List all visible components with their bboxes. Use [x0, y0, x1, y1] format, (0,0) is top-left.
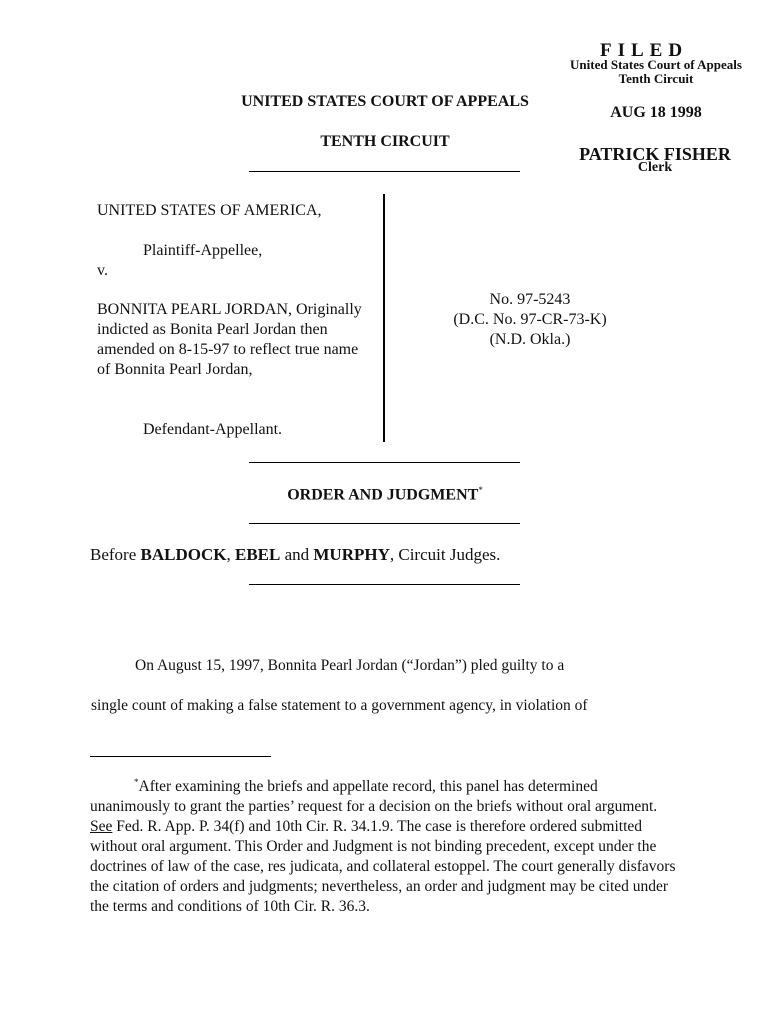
judge-ebel: EBEL — [234, 545, 281, 564]
panel-separator: , — [226, 545, 231, 564]
panel-line — [90, 545, 500, 565]
title-bottom-rule — [249, 523, 520, 524]
plaintiff-role: Plaintiff-Appellee, — [143, 242, 263, 259]
case-number-block — [420, 290, 640, 350]
body-line-1: On August 15, 1997, Bonnita Pearl Jordan (“Jordan”) pled guilty to a — [135, 657, 565, 674]
filed-stamp-court: United States Court of Appeals — [570, 57, 742, 72]
court-circuit: TENTH CIRCUIT — [320, 133, 450, 150]
judge-baldock: BALDOCK — [140, 545, 227, 564]
heading-rule — [249, 171, 520, 172]
order-title-text: ORDER AND JUDGMENT — [287, 486, 479, 504]
filed-stamp-clerk-title: Clerk — [637, 160, 673, 175]
footnote-separator — [90, 756, 271, 757]
court-name: UNITED STATES COURT OF APPEALS — [241, 93, 529, 110]
district: (N.D. Okla.) — [489, 331, 571, 348]
case-number: No. 97-5243 — [489, 291, 571, 308]
judge-murphy: MURPHY — [313, 545, 390, 564]
footnote-text-2: Fed. R. App. P. 34(f) and 10th Cir. R. 34.1.9. The case is therefore ordered submitted without oral argument. This Order and Judgment is not binding precedent, except under the doctrines of law of the case, res judicata, and collateral estoppel. The court generally disfavors the citation of orders and judgments; nevertheless, an order and judgment may be cited under the terms and conditions of 10th Cir. R. 36.3. — [90, 818, 676, 916]
plaintiff-name: UNITED STATES OF AMERICA, — [97, 202, 322, 219]
footnote-marker-ref: * — [134, 777, 139, 787]
district-court-number: (D.C. No. 97-CR-73-K) — [453, 311, 607, 328]
panel-before: Before — [90, 545, 137, 564]
caption-bottom-rule — [249, 462, 520, 463]
order-title — [210, 485, 560, 504]
caption-divider — [383, 194, 385, 442]
filed-stamp-clerk-name: PATRICK FISHER — [579, 144, 731, 164]
panel-and: and — [284, 545, 310, 564]
defendant-name: BONNITA PEARL JORDAN, Originally indicted as Bonita Pearl Jordan then amended on 8-15-97 to reflect true name of Bonnita Pearl Jordan, — [97, 301, 362, 378]
panel-bottom-rule — [249, 584, 520, 585]
panel-suffix: , Circuit Judges. — [389, 545, 501, 564]
body-line-2: single count of making a false statement to a government agency, in violation of — [91, 697, 588, 714]
filed-stamp-title: FILED — [600, 40, 689, 61]
body-text — [91, 646, 671, 726]
versus-label: v. — [97, 262, 108, 279]
footnote — [90, 772, 680, 917]
defendant-role: Defendant-Appellant. — [143, 421, 283, 438]
footnote-marker: * — [478, 485, 483, 495]
filed-stamp-circuit: Tenth Circuit — [618, 71, 694, 86]
filed-stamp-date: AUG 18 1998 — [610, 104, 702, 121]
footnote-see: See — [90, 818, 113, 836]
footnote-text-1: After examining the briefs and appellate record, this panel has determined unanimously to grant the parties’ request for a decision on the briefs without oral argument. — [90, 778, 658, 816]
